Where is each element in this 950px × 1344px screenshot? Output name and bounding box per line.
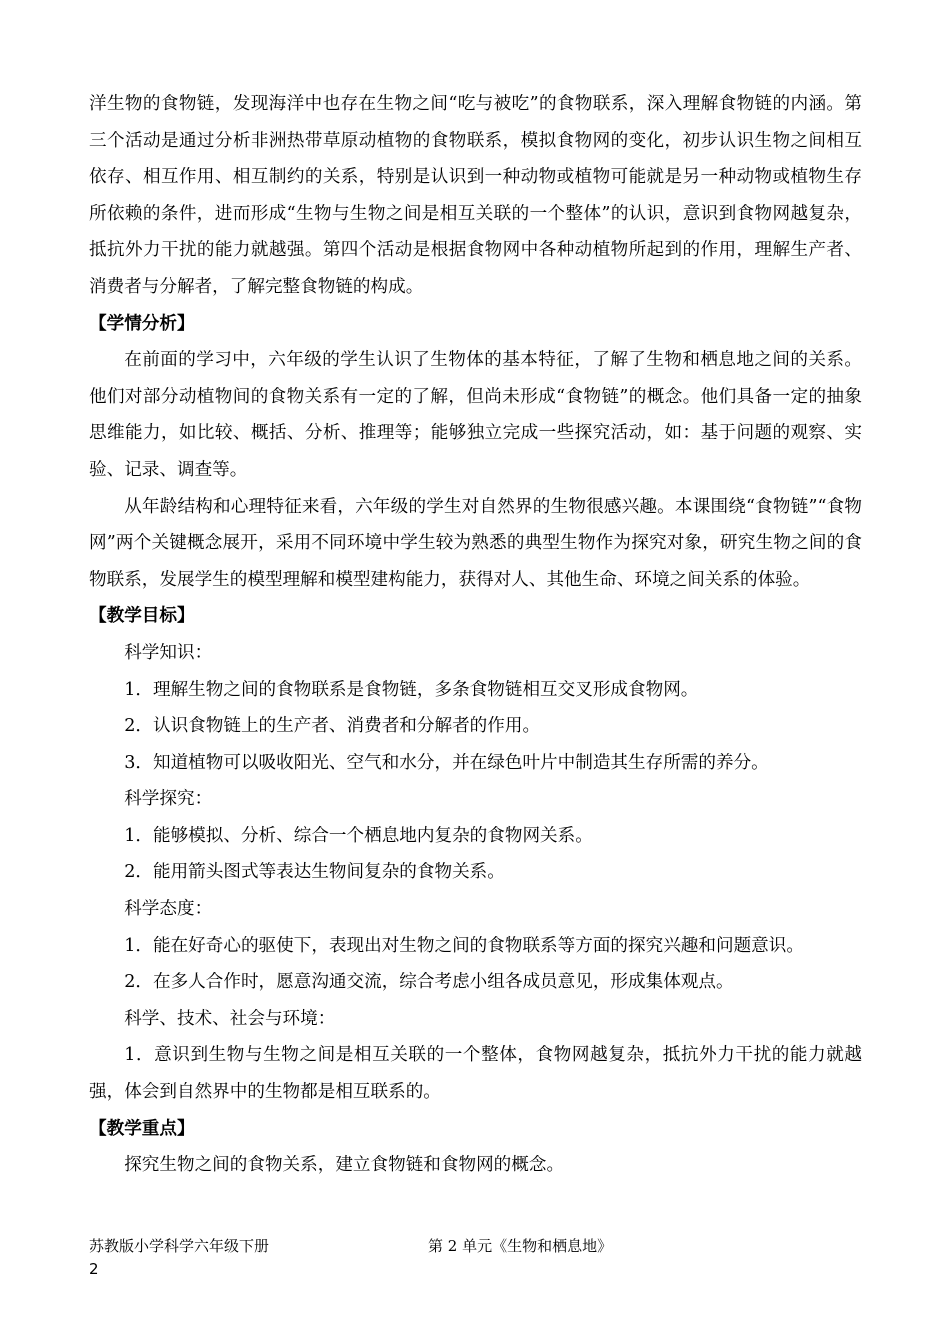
student-analysis-heading: 【学情分析】	[89, 313, 195, 334]
attitude-item-1: 1．能在好奇心的驱使下，表现出对生物之间的食物联系等方面的探究兴趣和问题意识。	[124, 935, 804, 956]
inquiry-item-1: 1．能够模拟、分析、综合一个栖息地内复杂的食物网关系。	[124, 825, 593, 846]
sts-label: 科学、技术、社会与环境：	[124, 1008, 336, 1029]
student-analysis-paragraph-1: 在前面的学习中，六年级的学生认识了生物体的基本特征，了解了生物和栖息地之间的关系。他们对部分动植物间的食物关系有一定的了解，但尚未形成“食物链”的概念。他们具备一定的抽象思维能力，如比较、概括、分析、推理等；能够独立完成一些探究活动，如：基于问题的观察、实验、记录、调查等。	[89, 350, 862, 480]
inquiry-label: 科学探究：	[124, 789, 213, 810]
teaching-focus-text: 探究生物之间的食物关系，建立食物链和食物网的概念。	[124, 1155, 565, 1176]
knowledge-item-1: 1．理解生物之间的食物联系是食物链，多条食物链相互交叉形成食物网。	[124, 679, 699, 700]
teaching-focus-heading: 【教学重点】	[89, 1118, 195, 1139]
attitude-item-2: 2．在多人合作时，愿意沟通交流，综合考虑小组各成员意见，形成集体观点。	[124, 972, 734, 993]
knowledge-item-3: 3．知道植物可以吸收阳光、空气和水分，并在绿色叶片中制造其生存所需的养分。	[124, 752, 769, 773]
page-number: 2	[89, 1260, 99, 1278]
attitude-label: 科学态度：	[124, 899, 213, 920]
student-analysis-paragraph-2: 从年龄结构和心理特征来看，六年级的学生对自然界的生物很感兴趣。本课围绕“食物链”“食物网”两个关键概念展开，采用不同环境中学生较为熟悉的典型生物作为探究对象，研究生物之间的食物联系，发展学生的模型理解和模型建构能力，获得对人、其他生命、环境之间关系的体验。	[89, 496, 862, 590]
inquiry-item-2: 2．能用箭头图式等表达生物间复杂的食物关系。	[124, 862, 505, 883]
knowledge-item-2: 2．认识食物链上的生产者、消费者和分解者的作用。	[124, 716, 541, 737]
teaching-goals-heading: 【教学目标】	[89, 606, 195, 627]
intro-paragraph: 洋生物的食物链，发现海洋中也存在生物之间“吃与被吃”的食物联系，深入理解食物链的内涵。第三个活动是通过分析非洲热带草原动植物的食物联系，模拟食物网的变化，初步认识生物之间相互依存、相互作用、相互制约的关系，特别是认识到一种动物或植物可能就是另一种动物或植物生存所依赖的条件，进而形成“生物与生物之间是相互关联的一个整体”的认识，意识到食物网越复杂，抵抗外力干扰的能力就越强。第四个活动是根据食物网中各种动植物所起到的作用，理解生产者、消费者与分解者，了解完整食物链的构成。	[89, 94, 862, 297]
footer-book-title: 苏教版小学科学六年级下册	[89, 1237, 270, 1255]
footer-unit-title: 第 2 单元《生物和栖息地》	[428, 1237, 613, 1255]
sts-item-1: 1．意识到生物与生物之间是相互关联的一个整体，食物网越复杂，抵抗外力干扰的能力就越强，体会到自然界中的生物都是相互联系的。	[89, 1045, 862, 1103]
document-body	[89, 86, 862, 1184]
knowledge-label: 科学知识：	[124, 642, 213, 663]
